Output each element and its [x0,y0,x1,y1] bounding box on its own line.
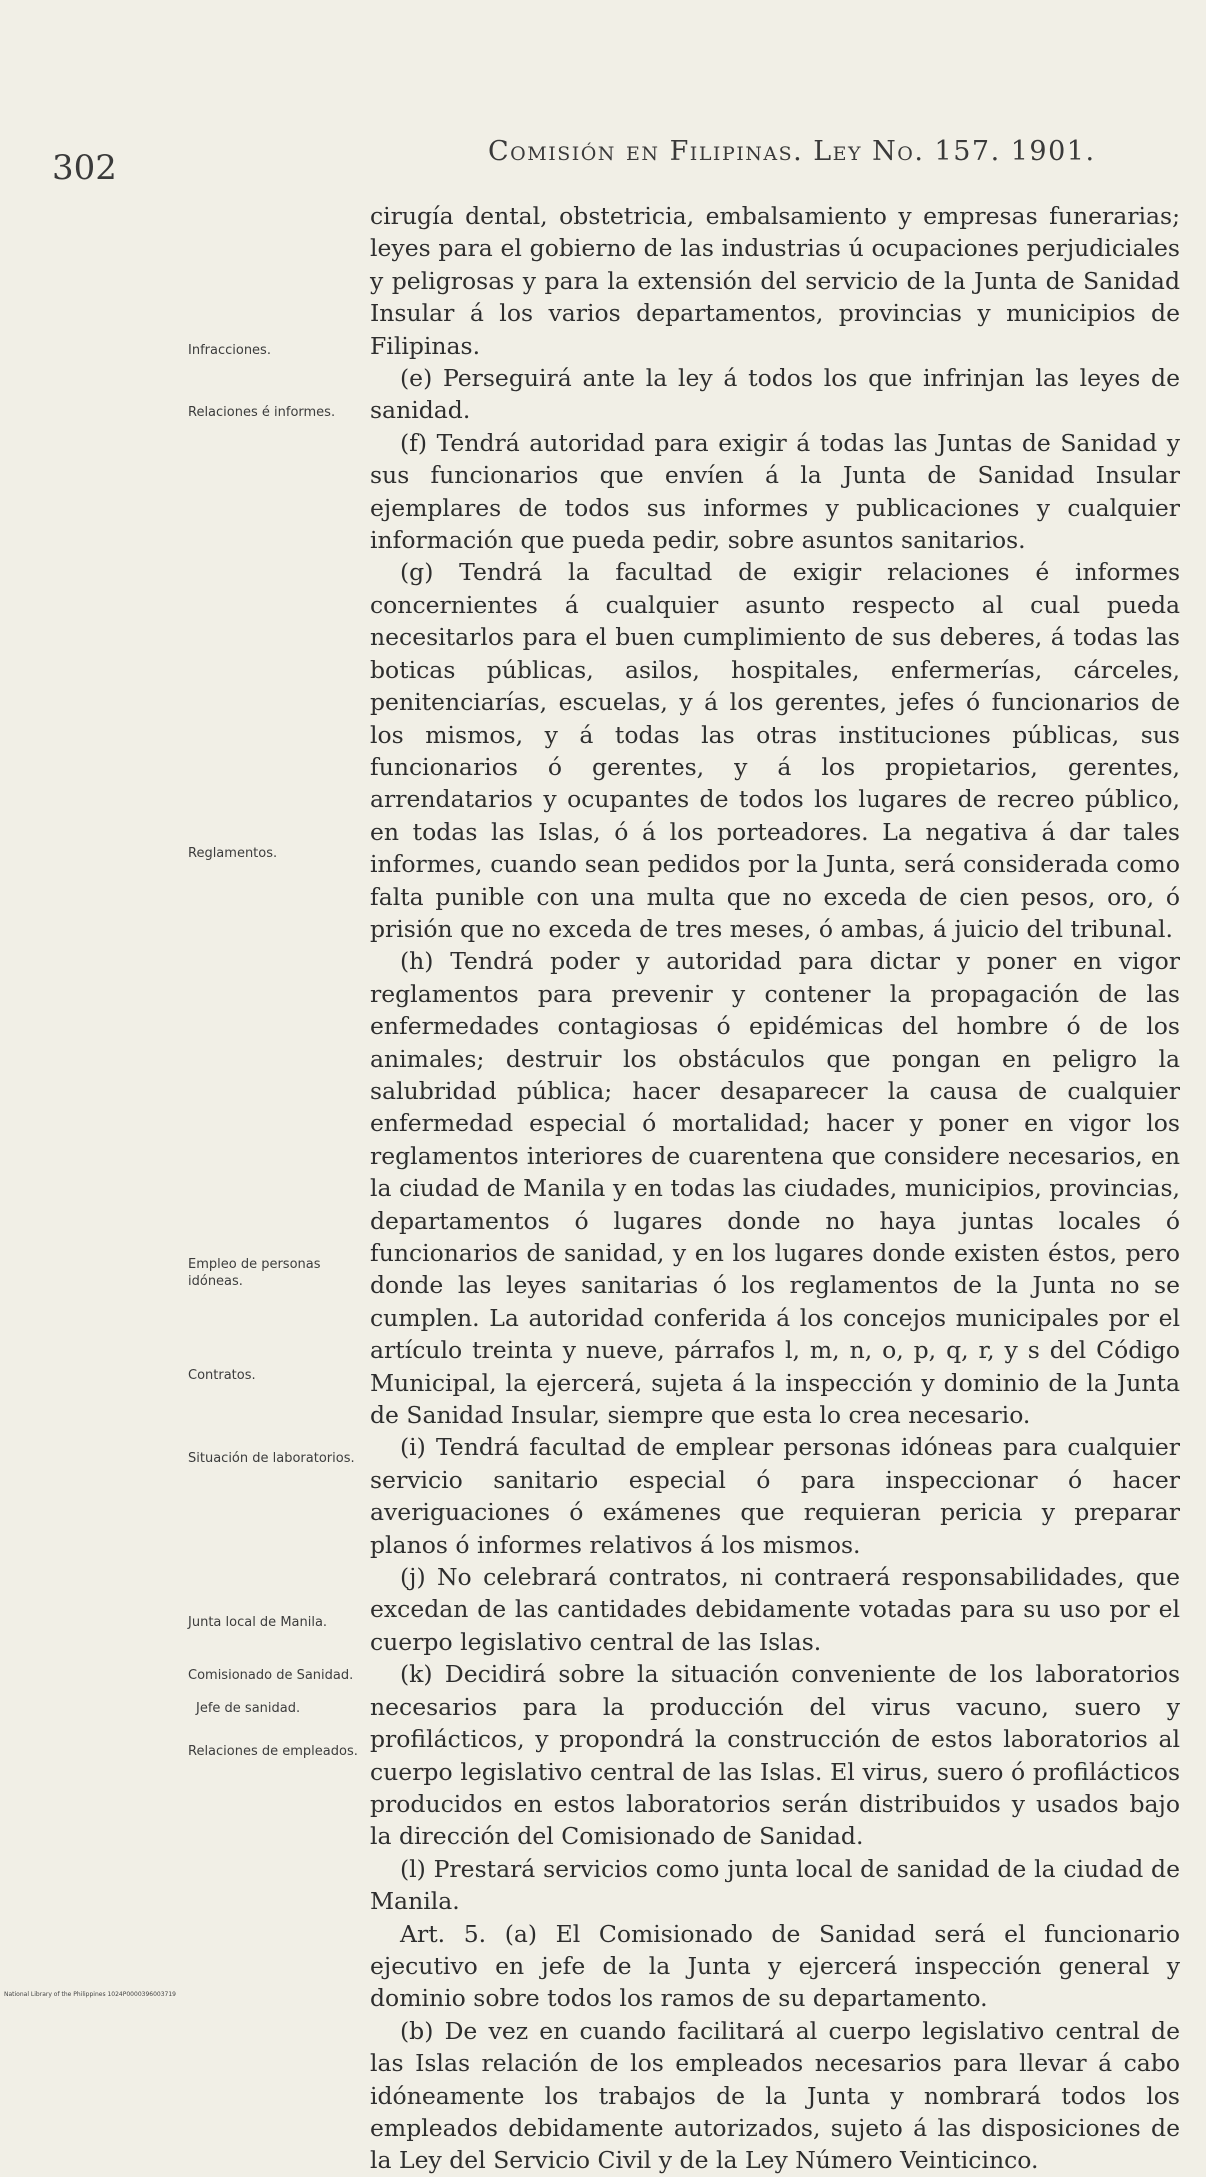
margin-note-junta-local: Junta local de Manila. [188,1615,328,1630]
paragraph-continuation: cirugía dental, obstetricia, embalsamiento y empresas funerarias; leyes para el gobierno de las industrias ú ocupaciones perjudiciales y peligrosas y para la extensión del servicio de la Junta de Sanidad Insular á los varios departamentos, provincias y municipios de Filipinas. [370,202,1180,360]
page-number: 302 [52,148,117,188]
margin-note-reglamentos: Reglamentos. [188,846,278,861]
paragraph-k: (k) Decidirá sobre la situación conveniente de los laboratorios necesarios para la producción del virus vacuno, suero y profilácticos, y propondrá la construcción de estos laboratorios al cuerpo legislativo central de las Islas. El virus, suero ó profilácticos producidos en estos laboratorios serán distribuidos y usados bajo la dirección del Comisionado de Sanidad. [370,1660,1180,1851]
margin-note-empleo-personas: Empleo de personas idóneas. [188,1257,321,1289]
paragraph-f: (f) Tendrá autoridad para exigir á todas las Juntas de Sanidad y sus funcionarios que envíen á la Junta de Sanidad Insular ejemplares de todos sus informes y publicaciones y cualquier información que pueda pedir, sobre asuntos sanitarios. [370,428,1180,555]
margin-note-contratos: Contratos. [188,1368,256,1383]
paragraph-h: (h) Tendrá poder y autoridad para dictar y poner en vigor reglamentos para prevenir y contener la propagación de las enfermedades contagiosas ó epidémicas del hombre ó de los animales; destruir los obstáculos que pongan en peligro la salubridad pública; hacer desaparecer la causa de cualquier enfermedad especial ó mortalidad; hacer y poner en vigor los reglamentos interiores de cuarentena que considere necesarios, en la ciudad de Manila y en todas las ciudades, municipios, provincias, departamentos ó lugares donde no haya juntas locales ó funcionarios de sanidad, y en los lugares donde existen éstos, pero donde las leyes sanitarias ó los reglamentos de la Junta no se cumplen. La autoridad conferida á los concejos municipales por el artículo treinta y nueve, párrafos l, m, n, o, p, q, r, y s del Código Municipal, la ejercerá, sujeta á la inspección y dominio de la Junta de Sanidad Insular, siempre que esta lo crea necesario. [370,947,1180,1430]
paragraph-e: (e) Perseguirá ante la ley á todos los que infrinjan las leyes de sanidad. [370,364,1180,425]
paragraph-art5-a: Art. 5. (a) El Comisionado de Sanidad será el funcionario ejecutivo en jefe de la Junta y ejercerá inspección general y dominio sobre todos los ramos de su departamento. [370,1919,1180,2013]
margin-note-relaciones-empleados: Relaciones de empleados. [188,1744,358,1759]
margin-note-comisionado: Comisionado de Sanidad. [188,1668,354,1683]
margin-note-jefe-sanidad: Jefe de sanidad. [196,1701,301,1716]
running-head: Comisión en Filipinas. Ley No. 157. 1901. [488,136,1096,167]
paragraph-j: (j) No celebrará contratos, ni contraerá responsabilidades, que excedan de las cantidades debidamente votadas para su uso por el cuerpo legislativo central de las Islas. [370,1563,1180,1656]
margin-note-relaciones-informes: Relaciones é informes. [188,405,336,420]
paragraph-i: (i) Tendrá facultad de emplear personas idóneas para cualquier servicio sanitario especial ó para inspeccionar ó hacer averiguaciones ó exámenes que requieran pericia y preparar planos ó informes relativos á los mismos. [370,1433,1180,1559]
paragraph-art5-b: (b) De vez en cuando facilitará al cuerpo legislativo central de las Islas relación de los empleados necesarios para llevar á cabo idóneamente los trabajos de la Junta y nombrará todos los empleados debidamente autorizados, sujeto á las disposiciones de la Ley del Servicio Civil y de la Ley Número Veinticinco. [370,2016,1180,2175]
margin-note-situacion-laboratorios: Situación de laboratorios. [188,1451,355,1466]
paragraph-g: (g) Tendrá la facultad de exigir relaciones é informes concernientes á cualquier asunto respecto al cual pueda necesitarlos para el buen cumplimiento de sus deberes, á todas las boticas públicas, asilos, hospitales, enfermerías, cárceles, penitenciarías, escuelas, y á los gerentes, jefes ó funcionarios de los mismos, y á todas las otras instituciones públicas, sus funcionarios ó gerentes, y á los propietarios, gerentes, arrendatarios y ocupantes de todos los lugares de recreo público, en todas las Islas, ó á los porteadores. La negativa á dar tales informes, cuando sean pedidos por la Junta, será considerada como falta punible con una multa que no exceda de cien pesos, oro, ó prisión que no exceda de tres meses, ó ambas, á juicio del tribunal. [370,558,1180,943]
margin-note-infracciones: Infracciones. [188,343,271,358]
scan-credit: National Library of the Philippines 1024P0000396003719 [4,1991,176,1998]
paragraph-l: (l) Prestará servicios como junta local de sanidad de la ciudad de Manila. [370,1854,1180,1916]
body-text [370,200,1180,2177]
